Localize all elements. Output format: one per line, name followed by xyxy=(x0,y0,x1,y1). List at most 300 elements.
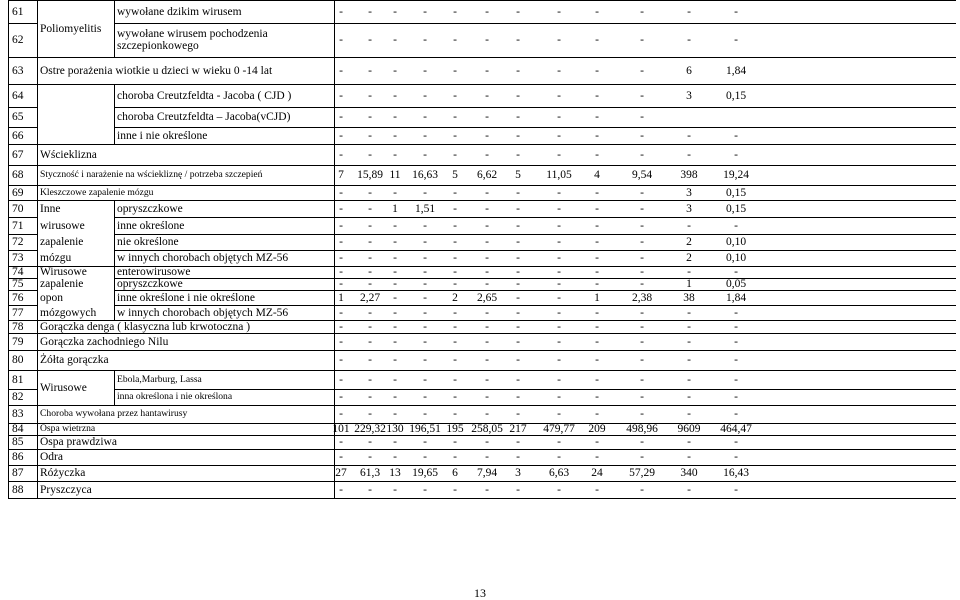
value-cell: - xyxy=(423,149,427,161)
value-cell: 6,63 xyxy=(548,467,570,479)
value-cell: - xyxy=(640,34,644,46)
value-cell: 195 xyxy=(446,423,464,435)
disease-name: Pryszczyca xyxy=(40,484,92,496)
value-cell: - xyxy=(368,391,372,403)
no-divider xyxy=(37,449,38,465)
value-cell: - xyxy=(485,111,489,123)
value-cell: - xyxy=(453,220,457,232)
value-cell: 7,94 xyxy=(476,467,498,479)
value-cell: - xyxy=(423,354,427,366)
value-cell: - xyxy=(557,307,561,319)
row-line xyxy=(8,449,956,450)
value-cell: - xyxy=(339,321,343,333)
value-cell: - xyxy=(687,149,691,161)
value-cell: - xyxy=(423,336,427,348)
value-cell: - xyxy=(485,391,489,403)
row-line xyxy=(114,107,956,108)
row-line-no xyxy=(8,23,37,24)
value-cell: 9,54 xyxy=(631,169,653,181)
value-cell: - xyxy=(734,307,738,319)
value-cell: - xyxy=(393,391,397,403)
disease-subtype: choroba Creutzfeldta – Jacoba(vCJD) xyxy=(117,111,291,123)
disease-subtype: inne i nie określone xyxy=(117,130,208,142)
row-number: 70 xyxy=(12,203,24,215)
value-cell: - xyxy=(595,484,599,496)
value-cell: - xyxy=(557,484,561,496)
value-cell: - xyxy=(393,408,397,420)
value-cell: - xyxy=(339,111,343,123)
value-cell: - xyxy=(368,451,372,463)
group-label: opon xyxy=(40,292,63,304)
value-cell: - xyxy=(640,187,644,199)
value-cell: - xyxy=(393,187,397,199)
value-cell: - xyxy=(595,34,599,46)
no-divider xyxy=(37,84,38,107)
value-cell: 0,15 xyxy=(725,187,747,199)
group-label: zapalenie xyxy=(40,278,84,290)
value-cell: 0,15 xyxy=(725,203,747,215)
value-cell: - xyxy=(687,354,691,366)
value-cell: - xyxy=(485,336,489,348)
value-cell: - xyxy=(595,203,599,215)
value-cell: - xyxy=(595,321,599,333)
value-cell: - xyxy=(368,149,372,161)
row-line xyxy=(114,305,956,306)
value-cell: - xyxy=(640,6,644,18)
sub-divider xyxy=(114,0,115,23)
value-cell: - xyxy=(640,130,644,142)
value-cell: - xyxy=(595,408,599,420)
value-cell: - xyxy=(453,149,457,161)
value-cell: - xyxy=(485,451,489,463)
value-cell: - xyxy=(557,336,561,348)
value-cell: - xyxy=(595,236,599,248)
row-number: 80 xyxy=(12,354,24,366)
value-cell: - xyxy=(393,436,397,448)
no-divider xyxy=(37,333,38,350)
value-cell: - xyxy=(393,149,397,161)
value-cell: - xyxy=(339,266,343,278)
value-cell: - xyxy=(557,6,561,18)
value-cell: - xyxy=(423,408,427,420)
value-cell: - xyxy=(453,484,457,496)
value-cell: - xyxy=(368,484,372,496)
value-cell: 0,10 xyxy=(725,252,747,264)
no-divider xyxy=(37,423,38,435)
value-cell: 3 xyxy=(686,187,692,199)
disease-subtype: enterowirusowe xyxy=(117,266,191,278)
value-cell: - xyxy=(640,220,644,232)
no-divider xyxy=(37,405,38,423)
no-divider xyxy=(37,57,38,84)
row-number: 71 xyxy=(12,220,24,232)
value-cell: - xyxy=(393,111,397,123)
value-cell: - xyxy=(557,451,561,463)
value-cell: 61,3 xyxy=(359,467,381,479)
disease-name: Ospa wietrzna xyxy=(40,423,96,434)
group-label: wirusowe xyxy=(40,220,85,232)
value-cell: - xyxy=(516,130,520,142)
value-cell: - xyxy=(595,111,599,123)
value-cell: - xyxy=(485,90,489,102)
group-label: zapalenie xyxy=(40,236,84,248)
value-cell: 6 xyxy=(686,65,692,77)
value-cell: 38 xyxy=(683,292,695,304)
value-cell: - xyxy=(339,374,343,386)
value-cell: - xyxy=(393,354,397,366)
value-cell: - xyxy=(485,408,489,420)
row-line xyxy=(8,200,956,201)
value-cell: - xyxy=(595,391,599,403)
value-cell: - xyxy=(393,90,397,102)
value-cell: - xyxy=(485,6,489,18)
value-cell: - xyxy=(393,266,397,278)
group-label: Poliomyelitis xyxy=(40,23,102,35)
value-cell: - xyxy=(485,307,489,319)
value-cell: - xyxy=(393,292,397,304)
row-line xyxy=(114,234,956,235)
value-cell: - xyxy=(557,130,561,142)
value-cell: - xyxy=(423,111,427,123)
disease-name: Gorączka denga ( klasyczna lub krwotoczna ) xyxy=(40,321,251,333)
value-cell: - xyxy=(453,321,457,333)
value-cell: - xyxy=(453,252,457,264)
value-cell: - xyxy=(516,149,520,161)
disease-name: Wścieklizna xyxy=(40,149,97,161)
row-number: 61 xyxy=(12,6,24,18)
value-cell: - xyxy=(595,436,599,448)
value-cell: - xyxy=(516,187,520,199)
value-cell: - xyxy=(557,236,561,248)
value-cell: 1,84 xyxy=(725,65,747,77)
row-number: 66 xyxy=(12,130,24,142)
row-line xyxy=(8,370,956,371)
value-cell: - xyxy=(423,130,427,142)
no-divider xyxy=(37,290,38,305)
row-number: 77 xyxy=(12,307,24,319)
value-cell: - xyxy=(516,65,520,77)
value-cell: 19,24 xyxy=(723,169,749,181)
value-cell: 498,96 xyxy=(626,423,658,435)
value-cell: - xyxy=(557,278,561,290)
value-cell: - xyxy=(368,266,372,278)
value-cell: 5 xyxy=(452,169,458,181)
no-divider xyxy=(37,185,38,200)
value-cell: 4 xyxy=(594,169,600,181)
value-cell: - xyxy=(516,203,520,215)
value-cell: - xyxy=(453,354,457,366)
value-cell: 2,38 xyxy=(631,292,653,304)
value-cell: - xyxy=(687,6,691,18)
row-line xyxy=(8,481,956,482)
value-cell: - xyxy=(595,65,599,77)
disease-name: Gorączka zachodniego Nilu xyxy=(40,336,169,348)
value-cell: - xyxy=(640,391,644,403)
value-cell: - xyxy=(339,336,343,348)
value-cell: 3 xyxy=(515,467,521,479)
row-number: 76 xyxy=(12,292,24,304)
value-cell: - xyxy=(339,236,343,248)
value-cell: 1,84 xyxy=(725,292,747,304)
value-cell: - xyxy=(640,266,644,278)
value-cell: - xyxy=(595,130,599,142)
value-cell: - xyxy=(423,321,427,333)
value-cell: - xyxy=(368,111,372,123)
value-cell: - xyxy=(516,111,520,123)
value-cell: 57,29 xyxy=(629,467,655,479)
value-cell: - xyxy=(557,149,561,161)
value-cell: - xyxy=(339,220,343,232)
value-cell: - xyxy=(393,451,397,463)
value-cell: - xyxy=(393,484,397,496)
row-line xyxy=(8,333,956,334)
sub-divider xyxy=(114,127,115,144)
value-cell: - xyxy=(368,408,372,420)
no-divider xyxy=(37,0,38,23)
value-cell: - xyxy=(339,436,343,448)
value-cell: 1 xyxy=(594,292,600,304)
value-cell: - xyxy=(595,187,599,199)
value-cell: - xyxy=(734,220,738,232)
value-cell: 340 xyxy=(680,467,698,479)
disease-subtype: w innych chorobach objętych MZ-56 xyxy=(117,252,289,264)
disease-subtype: inna określona i nie określona xyxy=(117,391,233,402)
value-cell: - xyxy=(339,354,343,366)
disease-subtype-line: szczepionkowego xyxy=(117,40,199,52)
value-cell: 9609 xyxy=(677,423,701,435)
value-cell: - xyxy=(423,65,427,77)
value-cell: - xyxy=(557,408,561,420)
value-cell: - xyxy=(339,187,343,199)
value-cell: - xyxy=(516,292,520,304)
value-cell: 196,51 xyxy=(409,423,441,435)
group-label: Inne xyxy=(40,203,61,215)
value-cell: - xyxy=(368,65,372,77)
value-cell: - xyxy=(453,90,457,102)
value-cell: - xyxy=(516,6,520,18)
value-cell: 1 xyxy=(686,278,692,290)
value-cell: - xyxy=(516,391,520,403)
row-number: 68 xyxy=(12,169,24,181)
value-cell: - xyxy=(734,34,738,46)
value-cell: - xyxy=(516,436,520,448)
row-line xyxy=(8,498,956,499)
value-cell: - xyxy=(368,307,372,319)
disease-subtype: wywołane dzikim wirusem xyxy=(117,6,242,18)
value-cell: - xyxy=(453,451,457,463)
value-cell: - xyxy=(339,484,343,496)
value-cell: - xyxy=(339,203,343,215)
value-cell: 13 xyxy=(389,467,401,479)
value-cell: 2,27 xyxy=(359,292,381,304)
value-cell: - xyxy=(368,203,372,215)
value-cell: 11,05 xyxy=(546,169,572,181)
value-cell: - xyxy=(423,236,427,248)
disease-name: Odra xyxy=(40,451,63,463)
value-cell: - xyxy=(557,391,561,403)
row-line xyxy=(114,389,956,390)
row-number: 75 xyxy=(12,278,24,290)
value-cell: - xyxy=(595,6,599,18)
no-divider xyxy=(37,266,38,278)
disease-name: Żółta gorączka xyxy=(40,354,109,366)
value-cell: - xyxy=(423,90,427,102)
value-cell: - xyxy=(640,307,644,319)
value-cell: - xyxy=(595,149,599,161)
value-cell: - xyxy=(516,266,520,278)
value-cell: 24 xyxy=(591,467,603,479)
sub-divider xyxy=(114,305,115,320)
no-divider xyxy=(37,234,38,250)
value-cell: - xyxy=(640,65,644,77)
no-divider xyxy=(37,217,38,234)
value-cell: 2 xyxy=(686,252,692,264)
value-cell: - xyxy=(640,436,644,448)
value-cell: - xyxy=(595,336,599,348)
value-cell: 217 xyxy=(509,423,527,435)
value-cell: - xyxy=(734,451,738,463)
value-cell: - xyxy=(734,408,738,420)
value-cell: - xyxy=(453,111,457,123)
row-number: 85 xyxy=(12,436,24,448)
value-cell: - xyxy=(485,187,489,199)
value-cell: - xyxy=(485,278,489,290)
value-cell: 5 xyxy=(515,169,521,181)
value-cell: - xyxy=(485,321,489,333)
value-cell: - xyxy=(485,436,489,448)
value-cell: - xyxy=(640,111,644,123)
no-divider xyxy=(37,350,38,370)
value-cell: - xyxy=(640,408,644,420)
value-cell: - xyxy=(557,65,561,77)
value-cell: - xyxy=(516,336,520,348)
value-cell: - xyxy=(485,65,489,77)
value-cell: - xyxy=(557,266,561,278)
value-cell: - xyxy=(595,307,599,319)
row-number: 72 xyxy=(12,236,24,248)
value-cell: - xyxy=(640,374,644,386)
value-cell: - xyxy=(485,149,489,161)
no-divider xyxy=(37,435,38,449)
value-cell: - xyxy=(368,130,372,142)
value-cell: - xyxy=(595,451,599,463)
value-cell: - xyxy=(453,34,457,46)
value-cell: - xyxy=(595,252,599,264)
value-cell: - xyxy=(687,408,691,420)
value-cell: - xyxy=(640,149,644,161)
value-cell: - xyxy=(423,34,427,46)
value-cell: - xyxy=(423,252,427,264)
value-cell: - xyxy=(485,130,489,142)
disease-name: Kleszczowe zapalenie mózgu xyxy=(40,187,154,198)
value-cell: - xyxy=(453,203,457,215)
sub-divider xyxy=(114,234,115,250)
value-cell: 2 xyxy=(686,236,692,248)
row-number: 62 xyxy=(12,34,24,46)
no-divider xyxy=(37,165,38,185)
value-cell: - xyxy=(734,321,738,333)
value-cell: 1 xyxy=(392,203,398,215)
value-cell: - xyxy=(595,220,599,232)
no-divider xyxy=(37,278,38,290)
no-divider xyxy=(37,107,38,127)
value-cell: - xyxy=(368,220,372,232)
value-cell: - xyxy=(734,436,738,448)
row-line-no xyxy=(8,290,37,291)
value-cell: - xyxy=(516,34,520,46)
disease-name: Różyczka xyxy=(40,467,86,479)
value-cell: - xyxy=(734,354,738,366)
sub-divider xyxy=(114,250,115,266)
value-cell: - xyxy=(339,451,343,463)
value-cell: - xyxy=(339,130,343,142)
sub-divider xyxy=(114,389,115,405)
row-number: 86 xyxy=(12,451,24,463)
value-cell: - xyxy=(687,321,691,333)
row-line-no xyxy=(8,217,37,218)
row-number: 69 xyxy=(12,187,24,199)
value-cell: - xyxy=(423,187,427,199)
value-cell: - xyxy=(339,307,343,319)
row-line xyxy=(114,127,956,128)
value-cell: - xyxy=(368,336,372,348)
row-line xyxy=(8,350,956,351)
value-cell: - xyxy=(339,149,343,161)
value-cell: - xyxy=(339,278,343,290)
value-cell: - xyxy=(393,336,397,348)
value-cell: 2,65 xyxy=(476,292,498,304)
value-cell: - xyxy=(485,220,489,232)
value-cell: - xyxy=(734,484,738,496)
value-cell: 3 xyxy=(686,90,692,102)
row-line-no xyxy=(8,389,37,390)
value-cell: - xyxy=(393,236,397,248)
value-cell: - xyxy=(595,266,599,278)
sub-divider xyxy=(114,278,115,290)
value-cell: - xyxy=(640,90,644,102)
value-cell: - xyxy=(393,278,397,290)
row-line xyxy=(8,144,956,145)
value-cell: - xyxy=(557,292,561,304)
value-cell: - xyxy=(516,220,520,232)
no-divider xyxy=(37,200,38,217)
value-cell: 1,51 xyxy=(414,203,436,215)
row-number: 79 xyxy=(12,336,24,348)
value-cell: - xyxy=(453,408,457,420)
disease-subtype: w innych chorobach objętych MZ-56 xyxy=(117,307,289,319)
value-cell: - xyxy=(516,408,520,420)
value-cell: - xyxy=(595,354,599,366)
value-cell: - xyxy=(393,6,397,18)
no-divider xyxy=(37,465,38,481)
value-cell: - xyxy=(485,203,489,215)
value-cell: - xyxy=(453,278,457,290)
value-cell: 11 xyxy=(389,169,401,181)
value-cell: - xyxy=(423,484,427,496)
value-cell: - xyxy=(516,451,520,463)
value-cell: - xyxy=(687,130,691,142)
value-cell: 0,05 xyxy=(725,278,747,290)
value-cell: - xyxy=(453,391,457,403)
value-cell: 6 xyxy=(452,467,458,479)
row-number: 84 xyxy=(12,423,24,435)
value-cell: - xyxy=(516,484,520,496)
value-cell: - xyxy=(687,374,691,386)
sub-divider xyxy=(114,200,115,217)
value-cell: - xyxy=(423,220,427,232)
value-cell: - xyxy=(339,391,343,403)
value-cell: - xyxy=(423,292,427,304)
